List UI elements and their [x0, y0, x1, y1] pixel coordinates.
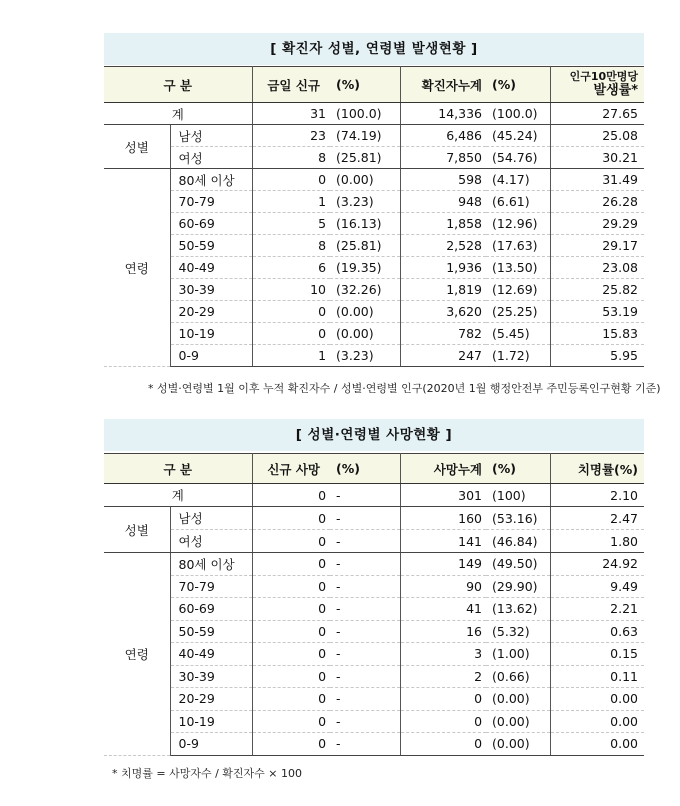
header-category: 구 분: [104, 67, 252, 103]
cell-cum: 247: [400, 345, 486, 367]
header-rate-line1: 인구10만명당: [569, 70, 639, 83]
table1-footnote: * 성별·연령별 1월 이후 누적 확진자수 / 성별·연령별 인구(2020년 1월 행정안전부 주민등록인구현황 기준): [148, 382, 661, 395]
cell-new: 31: [252, 103, 330, 125]
cell-cum-pct: (29.90): [486, 575, 550, 598]
cell-rate: 31.49: [550, 169, 644, 191]
cell-new: 6: [252, 257, 330, 279]
row-label: 80세 이상: [170, 553, 252, 576]
cell-cum-pct: (100): [486, 484, 550, 507]
cell-cum-pct: (5.32): [486, 620, 550, 643]
cell-new-pct: (32.26): [330, 279, 400, 301]
cell-rate: 2.21: [550, 598, 644, 621]
row-label: 80세 이상: [170, 169, 252, 191]
cell-rate: 1.80: [550, 530, 644, 553]
cell-rate: 2.47: [550, 507, 644, 530]
cell-rate: 2.10: [550, 484, 644, 507]
row-label: 70-79: [170, 191, 252, 213]
table-row: [104, 345, 644, 367]
cell-cum-pct: (12.69): [486, 279, 550, 301]
table1-incidence: [104, 66, 644, 367]
table-row: [104, 103, 644, 125]
table-row: [104, 733, 644, 756]
cell-cum: 16: [400, 620, 486, 643]
row-label: 0-9: [170, 733, 252, 756]
row-label: 여성: [170, 530, 252, 553]
cell-rate: 0.11: [550, 665, 644, 688]
table-row: [104, 257, 644, 279]
cell-cum: 2: [400, 665, 486, 688]
header-category: 구 분: [104, 454, 252, 484]
cell-cum: 41: [400, 598, 486, 621]
cell-rate: 15.83: [550, 323, 644, 345]
cell-new: 8: [252, 235, 330, 257]
row-label: 10-19: [170, 323, 252, 345]
cell-new-pct: -: [330, 507, 400, 530]
cell-rate: 29.17: [550, 235, 644, 257]
cell-new: 8: [252, 147, 330, 169]
cell-new-pct: -: [330, 575, 400, 598]
cell-cum: 160: [400, 507, 486, 530]
header-new: 신규 사망: [252, 454, 330, 484]
table-row: [104, 598, 644, 621]
cell-rate: 0.00: [550, 733, 644, 756]
cell-rate: 23.08: [550, 257, 644, 279]
table-row: [104, 213, 644, 235]
cell-new-pct: (3.23): [330, 345, 400, 367]
table-row: [104, 279, 644, 301]
cell-cum-pct: (53.16): [486, 507, 550, 530]
cell-rate: 0.63: [550, 620, 644, 643]
cell-new: 5: [252, 213, 330, 235]
cell-new: 0: [252, 301, 330, 323]
cell-cum-pct: (17.63): [486, 235, 550, 257]
cell-rate: 9.49: [550, 575, 644, 598]
row-label-total: 계: [104, 103, 252, 125]
row-label: 40-49: [170, 257, 252, 279]
cell-new-pct: -: [330, 665, 400, 688]
cell-new-pct: -: [330, 688, 400, 711]
cell-new-pct: -: [330, 710, 400, 733]
table-row: [104, 530, 644, 553]
cell-cum-pct: (5.45): [486, 323, 550, 345]
table1-title: [ 확진자 성별, 연령별 발생현황 ]: [104, 33, 644, 65]
cell-cum: 0: [400, 710, 486, 733]
cell-new: 0: [252, 620, 330, 643]
row-label: 20-29: [170, 301, 252, 323]
table-row: [104, 620, 644, 643]
cell-new: 0: [252, 575, 330, 598]
cell-cum-pct: (25.25): [486, 301, 550, 323]
header-new: 금일 신규: [252, 67, 330, 103]
row-label: 0-9: [170, 345, 252, 367]
cell-cum: 598: [400, 169, 486, 191]
cell-cum-pct: (6.61): [486, 191, 550, 213]
cell-cum-pct: (13.50): [486, 257, 550, 279]
header-new-pct: (%): [330, 67, 400, 103]
cell-new: 0: [252, 484, 330, 507]
table2-header-row: [104, 454, 644, 484]
cell-new: 0: [252, 643, 330, 666]
cell-new: 0: [252, 553, 330, 576]
row-label: 30-39: [170, 665, 252, 688]
row-label: 60-69: [170, 598, 252, 621]
row-label: 50-59: [170, 235, 252, 257]
header-cum-pct: (%): [486, 454, 550, 484]
cell-cum: 149: [400, 553, 486, 576]
header-rate: [550, 67, 644, 103]
cell-rate: 0.00: [550, 688, 644, 711]
header-rate-line2: 발생률*: [593, 83, 639, 98]
group-label-age: 연령: [104, 553, 170, 756]
table-row: [104, 484, 644, 507]
cell-new: 0: [252, 530, 330, 553]
cell-new-pct: (25.81): [330, 147, 400, 169]
cell-cum: 948: [400, 191, 486, 213]
group-label-gender: 성별: [104, 507, 170, 553]
cell-rate: 25.08: [550, 125, 644, 147]
cell-cum-pct: (0.00): [486, 733, 550, 756]
cell-cum: 1,936: [400, 257, 486, 279]
cell-cum-pct: (13.62): [486, 598, 550, 621]
cell-new-pct: -: [330, 553, 400, 576]
row-label: 10-19: [170, 710, 252, 733]
cell-cum-pct: (54.76): [486, 147, 550, 169]
header-new-pct: (%): [330, 454, 400, 484]
row-label: 40-49: [170, 643, 252, 666]
table-row: [104, 665, 644, 688]
cell-new: 0: [252, 665, 330, 688]
cell-rate: 5.95: [550, 345, 644, 367]
table-row: [104, 575, 644, 598]
cell-cum-pct: (46.84): [486, 530, 550, 553]
row-label: 20-29: [170, 688, 252, 711]
cell-new-pct: (16.13): [330, 213, 400, 235]
cell-cum: 301: [400, 484, 486, 507]
cell-cum: 90: [400, 575, 486, 598]
cell-cum: 0: [400, 733, 486, 756]
table-row: [104, 323, 644, 345]
cell-new-pct: -: [330, 484, 400, 507]
cell-new-pct: (100.0): [330, 103, 400, 125]
cell-new-pct: (74.19): [330, 125, 400, 147]
cell-new-pct: (0.00): [330, 169, 400, 191]
cell-cum: 3,620: [400, 301, 486, 323]
cell-cum: 0: [400, 688, 486, 711]
cell-rate: 0.15: [550, 643, 644, 666]
cell-new-pct: -: [330, 643, 400, 666]
cell-rate: 0.00: [550, 710, 644, 733]
table-row: [104, 235, 644, 257]
cell-new: 1: [252, 345, 330, 367]
cell-new: 23: [252, 125, 330, 147]
table2-deaths: [104, 453, 644, 756]
table-row: [104, 507, 644, 530]
cell-rate: 29.29: [550, 213, 644, 235]
cell-cum-pct: (0.00): [486, 688, 550, 711]
cell-cum-pct: (0.00): [486, 710, 550, 733]
row-label: 남성: [170, 125, 252, 147]
cell-cum: 141: [400, 530, 486, 553]
cell-new-pct: (19.35): [330, 257, 400, 279]
row-label: 남성: [170, 507, 252, 530]
cell-cum: 2,528: [400, 235, 486, 257]
row-label: 30-39: [170, 279, 252, 301]
cell-new-pct: (25.81): [330, 235, 400, 257]
cell-cum-pct: (12.96): [486, 213, 550, 235]
header-cum-pct: (%): [486, 67, 550, 103]
cell-rate: 53.19: [550, 301, 644, 323]
table-row: [104, 169, 644, 191]
table-row: [104, 688, 644, 711]
cell-cum-pct: (100.0): [486, 103, 550, 125]
header-cum: 사망누계: [400, 454, 486, 484]
cell-rate: 26.28: [550, 191, 644, 213]
cell-cum-pct: (4.17): [486, 169, 550, 191]
table-row: [104, 147, 644, 169]
cell-rate: 25.82: [550, 279, 644, 301]
row-label-total: 계: [104, 484, 252, 507]
cell-new: 0: [252, 598, 330, 621]
cell-rate: 24.92: [550, 553, 644, 576]
header-rate: 치명률(%): [550, 454, 644, 484]
cell-new-pct: -: [330, 733, 400, 756]
cell-cum: 7,850: [400, 147, 486, 169]
cell-new: 0: [252, 688, 330, 711]
cell-rate: 27.65: [550, 103, 644, 125]
table-row: [104, 301, 644, 323]
group-label-age: 연령: [104, 169, 170, 367]
table-row: [104, 643, 644, 666]
cell-new: 1: [252, 191, 330, 213]
row-label: 여성: [170, 147, 252, 169]
cell-new: 0: [252, 733, 330, 756]
cell-new-pct: -: [330, 620, 400, 643]
cell-new: 0: [252, 323, 330, 345]
table-row: [104, 191, 644, 213]
table2-footnote: * 치명률 = 사망자수 / 확진자수 × 100: [112, 767, 302, 780]
row-label: 50-59: [170, 620, 252, 643]
header-cum: 확진자누계: [400, 67, 486, 103]
cell-new-pct: -: [330, 598, 400, 621]
table-row: [104, 553, 644, 576]
cell-rate: 30.21: [550, 147, 644, 169]
cell-cum-pct: (0.66): [486, 665, 550, 688]
cell-cum: 6,486: [400, 125, 486, 147]
cell-new-pct: (0.00): [330, 301, 400, 323]
cell-new: 0: [252, 507, 330, 530]
cell-cum: 782: [400, 323, 486, 345]
cell-new: 10: [252, 279, 330, 301]
table-row: [104, 125, 644, 147]
cell-new-pct: (0.00): [330, 323, 400, 345]
row-label: 70-79: [170, 575, 252, 598]
cell-cum: 3: [400, 643, 486, 666]
cell-new: 0: [252, 710, 330, 733]
cell-cum-pct: (45.24): [486, 125, 550, 147]
table1-header-row: [104, 67, 644, 103]
table-row: [104, 710, 644, 733]
group-label-gender: 성별: [104, 125, 170, 169]
cell-cum: 14,336: [400, 103, 486, 125]
cell-cum-pct: (1.72): [486, 345, 550, 367]
cell-cum-pct: (1.00): [486, 643, 550, 666]
cell-cum-pct: (49.50): [486, 553, 550, 576]
table2-title: [ 성별·연령별 사망현황 ]: [104, 419, 644, 451]
cell-new: 0: [252, 169, 330, 191]
cell-new-pct: -: [330, 530, 400, 553]
row-label: 60-69: [170, 213, 252, 235]
cell-cum: 1,858: [400, 213, 486, 235]
cell-cum: 1,819: [400, 279, 486, 301]
cell-new-pct: (3.23): [330, 191, 400, 213]
